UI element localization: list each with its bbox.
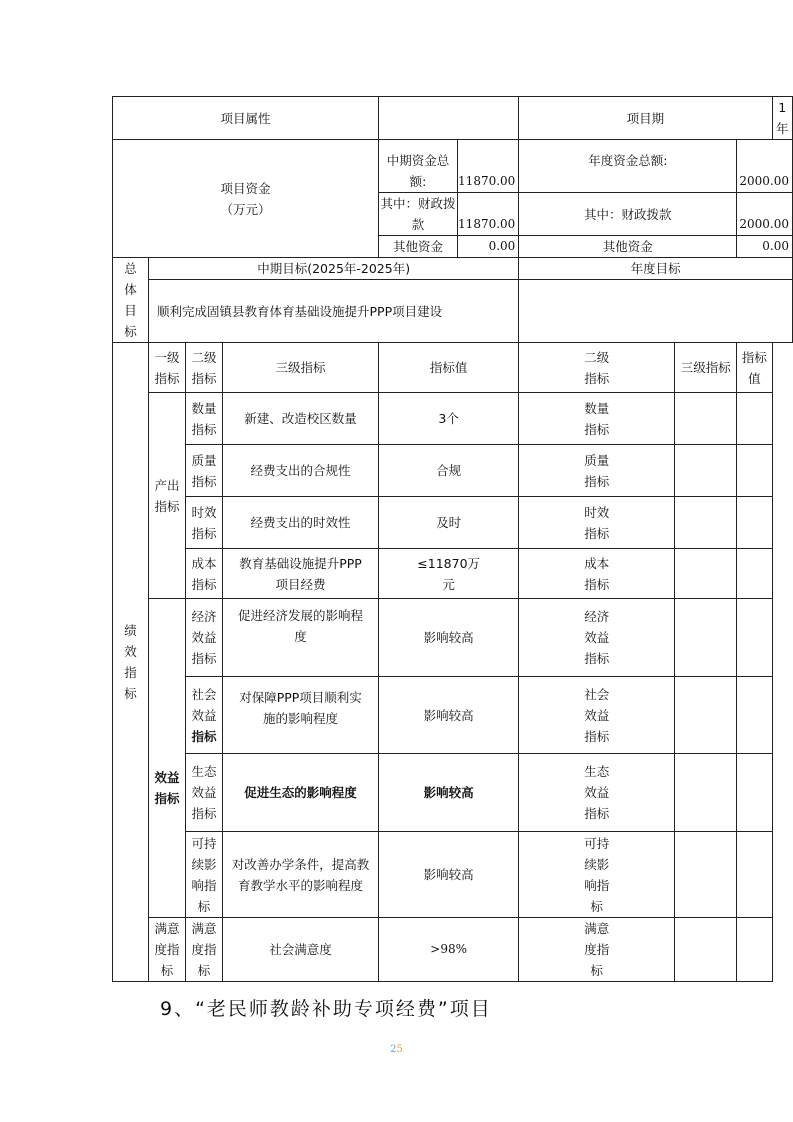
row-l2-right-line: 响指 (584, 877, 610, 893)
row-l3-line: 教育基础设施提升PPP (239, 555, 362, 571)
row-l2-line: 经济 (191, 609, 217, 624)
row-l2 (186, 549, 223, 599)
row-l2-right-line: 生态 (584, 764, 610, 779)
row-l2-right-line: 经济 (584, 609, 610, 624)
row-l2-right (519, 393, 675, 445)
row-l2-right-line: 指标 (584, 728, 610, 744)
header-level3: 三级指标 (223, 343, 379, 393)
row-l2-line: 标 (197, 898, 211, 914)
annual-other-value: 0.00 (737, 236, 793, 258)
row-l3 (223, 918, 379, 982)
project-attr-label: 项目属性 (113, 97, 379, 140)
row-l2-right-line: 成本 (584, 555, 610, 571)
row-l3-line: 促进经济发展的影响程 (237, 608, 363, 623)
funds-label (113, 140, 379, 258)
row-l2-right-line: 标 (590, 963, 604, 978)
project-period-label: 项目期 (519, 97, 772, 140)
row-value-right (737, 599, 772, 677)
row-l2-right (519, 677, 675, 754)
row-l2-right-line: 指标 (584, 806, 610, 821)
row-value-line: 影响较高 (423, 707, 474, 723)
header-level2-line: 二级 (191, 349, 217, 365)
row-l2-right-line: 可持 (584, 835, 610, 851)
group-benefit-line: 效益 (154, 770, 180, 785)
perf-label-char: 指 (124, 665, 137, 680)
row-l2-line: 指标 (191, 473, 217, 489)
header-level3-right: 三级指标 (675, 343, 737, 393)
mid-goal-header: 中期目标(2025年-2025年) (149, 258, 519, 280)
row-value-line: 影响较高 (423, 630, 474, 645)
overall-goal-char: 标 (124, 324, 137, 339)
row-l2-line: 指标 (191, 525, 217, 541)
overall-goal-char: 目 (124, 303, 137, 318)
row-value (379, 549, 519, 599)
row-value (379, 445, 519, 497)
header-level2-right-line: 指标 (584, 370, 610, 386)
row-value-right (737, 918, 772, 982)
row-l3-right (675, 445, 737, 497)
row-l2-line: 指标 (191, 728, 217, 744)
row-l2-right-line: 质量 (584, 452, 610, 468)
row-l2-line: 生态 (191, 764, 217, 779)
row-l2-line: 满意 (191, 921, 217, 936)
overall-goal-char: 总 (124, 261, 137, 276)
row-l2-right-line: 社会 (584, 686, 610, 702)
row-l2 (186, 677, 223, 754)
row-l3-right (675, 754, 737, 832)
row-l3-line: 经费支出的时效性 (250, 515, 351, 530)
row-l2-line: 社会 (191, 686, 217, 702)
row-value-line: 及时 (436, 515, 462, 530)
header-level2-right-line: 二级 (584, 349, 610, 365)
row-l2-right (519, 497, 675, 549)
section-heading: 9、“老民师教龄补助专项经费”项目 (160, 998, 492, 1020)
mid-total-label: 中期资金总额: (379, 140, 458, 193)
row-l3-line: 施的影响程度 (262, 711, 338, 726)
annual-goal-header: 年度目标 (519, 258, 793, 280)
header-value: 指标值 (379, 343, 519, 393)
annual-fiscal-label: 其中：财政拨款 (519, 193, 737, 236)
row-l2-right (519, 445, 675, 497)
group-output-line: 指标 (154, 498, 180, 514)
row-l2-line: 质量 (191, 452, 217, 468)
performance-table (112, 96, 793, 982)
row-l2-right-line: 标 (590, 898, 604, 914)
row-l3-right (675, 393, 737, 445)
row-value (379, 832, 519, 918)
row-l3 (223, 754, 379, 832)
row-l2-line: 时效 (191, 504, 217, 520)
row-l2-line: 指标 (191, 651, 217, 666)
group-satisfaction-line: 满意 (154, 921, 180, 936)
project-period-value: 1年 (772, 97, 792, 140)
row-l2-line: 续影 (191, 856, 217, 872)
row-l3-line: 育教学水平的影响程度 (237, 877, 363, 893)
row-l2-right-line: 效益 (584, 630, 610, 645)
perf-label-char: 绩 (124, 623, 137, 638)
row-l3-line: 度 (294, 629, 307, 644)
row-l3-right (675, 549, 737, 599)
header-level1-line: 指标 (154, 370, 180, 386)
row-l3-line: 新建、改造校区数量 (244, 411, 357, 426)
group-satisfaction (149, 918, 186, 982)
row-l2-right-line: 数量 (584, 400, 610, 416)
row-value-line: ≤11870万 (417, 555, 481, 571)
funds-label-line1: 项目资金 (220, 180, 271, 196)
row-l2 (186, 754, 223, 832)
row-l2 (186, 832, 223, 918)
perf-label (113, 343, 149, 982)
row-l2 (186, 599, 223, 677)
row-l2-line: 效益 (191, 707, 217, 723)
header-level2 (186, 343, 223, 393)
row-l2-line: 指标 (191, 421, 217, 437)
row-l3 (223, 393, 379, 445)
row-l2-right-line: 指标 (584, 525, 610, 541)
header-value-right: 指标值 (737, 343, 772, 393)
row-l2-right-line: 指标 (584, 651, 610, 666)
row-l2-right (519, 549, 675, 599)
row-l2-right (519, 754, 675, 832)
row-value-line: 影响较高 (423, 867, 474, 882)
group-benefit (149, 599, 186, 918)
row-l2-right-line: 指标 (584, 473, 610, 489)
row-l2-line: 成本 (191, 555, 217, 571)
row-l2-line: 响指 (191, 877, 217, 893)
row-l2-line: 标 (197, 963, 211, 978)
row-value-line: >98% (430, 942, 468, 956)
group-output (149, 393, 186, 599)
row-l2-line: 指标 (191, 576, 217, 592)
row-value-right (737, 832, 772, 918)
row-l3 (223, 549, 379, 599)
mid-total-value: 11870.00 (458, 140, 519, 193)
perf-label-char: 效 (124, 644, 137, 659)
row-value-right (737, 549, 772, 599)
group-output-line: 产出 (154, 477, 180, 493)
row-l2 (186, 918, 223, 982)
mid-goal-text: 顺利完成固镇县教育体育基础设施提升PPP项目建设 (149, 280, 519, 343)
row-l3-line: 项目经费 (275, 576, 326, 592)
row-l2-right (519, 599, 675, 677)
row-l3-line: 对保障PPP项目顺利实 (239, 690, 362, 705)
group-benefit-line: 指标 (154, 791, 180, 806)
row-l2-line: 效益 (191, 785, 217, 800)
row-l2-right-line: 效益 (584, 707, 610, 723)
header-level1 (149, 343, 186, 393)
row-l2-right (519, 918, 675, 982)
row-value-line: 合规 (436, 463, 462, 478)
row-l2 (186, 497, 223, 549)
row-value (379, 918, 519, 982)
mid-other-value: 0.00 (458, 236, 519, 258)
mid-fiscal-value: 11870.00 (458, 193, 519, 236)
row-l2-right-line: 度指 (584, 942, 610, 957)
row-l3 (223, 832, 379, 918)
row-l3-right (675, 918, 737, 982)
row-value-right (737, 445, 772, 497)
row-l2-right-line: 满意 (584, 921, 610, 936)
row-value-right (737, 754, 772, 832)
page-number-digit: 2 (390, 1044, 397, 1055)
row-l2-right-line: 效益 (584, 785, 610, 800)
row-l2-line: 可持 (191, 835, 217, 851)
row-l3-right (675, 677, 737, 754)
row-l3 (223, 599, 379, 677)
row-l3-right (675, 497, 737, 549)
row-value (379, 497, 519, 549)
row-value (379, 393, 519, 445)
annual-total-label: 年度资金总额: (519, 140, 737, 193)
mid-other-label: 其他资金 (379, 236, 458, 258)
row-l3-line: 促进生态的影响程度 (244, 785, 357, 800)
row-l2-right-line: 续影 (584, 856, 610, 872)
row-value-line: 元 (442, 576, 455, 592)
header-level2-line: 指标 (191, 370, 217, 386)
annual-fiscal-value: 2000.00 (737, 193, 793, 236)
row-l3 (223, 677, 379, 754)
row-l3 (223, 445, 379, 497)
overall-goal-char: 体 (124, 282, 137, 297)
row-l3-line: 经费支出的合规性 (250, 463, 351, 478)
perf-label-char: 标 (124, 686, 137, 701)
annual-goal-text (519, 280, 793, 343)
row-value-right (737, 677, 772, 754)
row-l2-right (519, 832, 675, 918)
page-number-digit: 5 (396, 1044, 403, 1055)
row-value-right (737, 497, 772, 549)
row-l3-right (675, 599, 737, 677)
row-value (379, 754, 519, 832)
row-l2-line: 数量 (191, 400, 217, 416)
row-l3-line: 对改善办学条件，提高教 (231, 856, 370, 872)
row-l2-right-line: 时效 (584, 504, 610, 520)
row-l3-right (675, 832, 737, 918)
row-value (379, 599, 519, 677)
overall-goal-label (113, 258, 149, 343)
row-l2-line: 度指 (191, 942, 217, 957)
header-level2-right (519, 343, 675, 393)
row-l2-line: 指标 (191, 806, 217, 821)
row-l3 (223, 497, 379, 549)
funds-label-line2: （万元） (220, 201, 271, 217)
row-l2 (186, 393, 223, 445)
row-l2 (186, 445, 223, 497)
group-satisfaction-line: 标 (160, 963, 174, 978)
row-value (379, 677, 519, 754)
row-l2-right-line: 指标 (584, 421, 610, 437)
mid-fiscal-label: 其中：财政拨款 (379, 193, 458, 236)
annual-other-label: 其他资金 (519, 236, 737, 258)
row-l2-line: 效益 (191, 630, 217, 645)
row-value-line: 影响较高 (423, 785, 474, 800)
annual-total-value: 2000.00 (737, 140, 793, 193)
row-value-right (737, 393, 772, 445)
group-satisfaction-line: 度指 (154, 942, 180, 957)
page-number (0, 1044, 793, 1055)
project-attr-value (379, 97, 519, 140)
row-l3-line: 社会满意度 (269, 942, 332, 957)
row-l2-right-line: 指标 (584, 576, 610, 592)
row-value-line: 3个 (438, 411, 459, 426)
header-level1-line: 一级 (154, 349, 180, 365)
